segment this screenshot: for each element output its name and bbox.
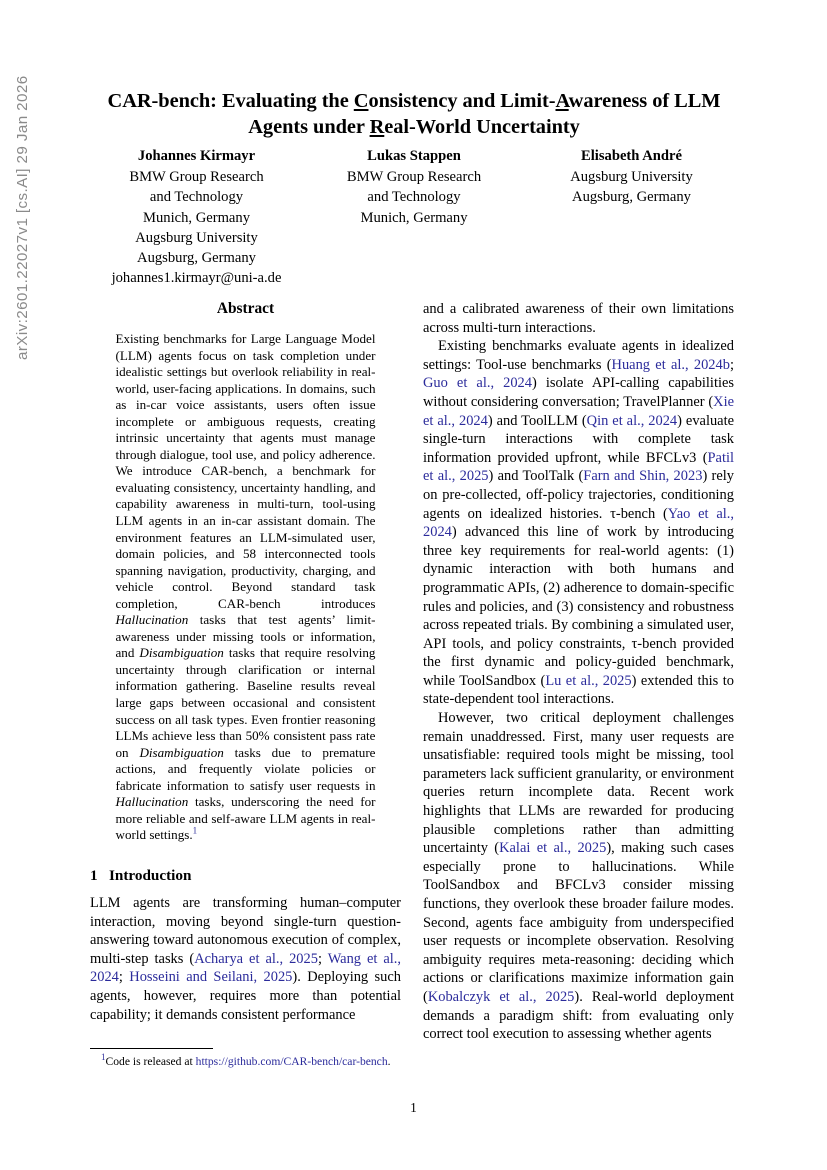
author-name: Elisabeth André — [581, 148, 682, 164]
footnote-marker-link[interactable]: 1 — [192, 826, 198, 837]
title-block — [88, 88, 740, 140]
rc-text-c: ) isolate API-calling capabilities without considering conversation; TravelPlanner ( — [423, 375, 734, 410]
rc3-text-c: ). Real-world deployment demands a paradigm shift: from evaluating only correct tool execution to assessing whether agents — [423, 988, 734, 1043]
page-number: 1 — [410, 1100, 417, 1115]
author-name: Lukas Stappen — [367, 148, 461, 164]
footnote-repo-link[interactable]: https://github.com/CAR-bench/car-bench — [195, 1055, 388, 1068]
citation-wang[interactable]: Wang et al., 2024 — [90, 950, 402, 986]
right-paragraph-2 — [423, 337, 734, 709]
title-line-1-part-c: wareness of LLM — [568, 90, 721, 112]
title-underlined-c: C — [353, 90, 369, 112]
citation-qin[interactable]: Qin et al., 2024 — [586, 412, 678, 429]
footnote-suffix: . — [387, 1055, 391, 1068]
citation-kalai[interactable]: Kalai et al., 2025 — [499, 840, 607, 857]
title-underlined-a: A — [555, 90, 569, 112]
rc-text-i: ) extended this to state-dependent tool interactions. — [423, 672, 734, 708]
citation-patil[interactable]: Patil et al., 2025 — [423, 449, 734, 485]
abstract-part-d: tasks due to premature actions, and frequently violate policies or fabricate information to satisfy user requests in — [115, 744, 376, 793]
abstract-italic-hallucination-2: Hallucination — [115, 794, 189, 810]
author-block — [88, 146, 740, 288]
abstract-text — [116, 331, 376, 844]
author-affiliation-line: Munich, Germany — [143, 209, 250, 226]
abstract-part-c: tasks that require resolving uncertainty through clarification or internal information gathering. Baseline results reveal large gaps between occasional and consistent success on all task types. Even frontier reasoning LLMs achieve less than 50% consistent pass rate on — [115, 645, 376, 760]
title-line-2-part-a: Agents under — [248, 116, 370, 138]
page-title — [88, 88, 740, 140]
rc-text-h: ) advanced this line of work by introducing three key requirements for real-world agents: (1) dynamic interaction with both humans and programmatic APIs, (2) adherence to domain-specific rules and policies, and (3) consistency and robustness across repeated trials. By combining a simulated user, API tools, and policy constraints, τ-bench provided the first dynamic and policy-guided benchmark, while ToolSandbox ( — [423, 524, 734, 689]
introduction-paragraph-1 — [90, 894, 401, 1024]
right-column — [423, 300, 734, 1044]
abstract-part-a: Existing benchmarks for Large Language Model (LLM) agents focus on task completion under idealistic settings but overlook reliability in real-world, user-facing applications. In domains, such as in-car voice assistants, users often issue incomplete or ambiguous requests, creating intrinsic uncertainty that agents must manage through dialogue, tool use, and policy adherence. We introduce CAR-bench, a benchmark for evaluating consistency, uncertainty handling, and capability awareness in multi-turn, tool-using LLM agents in an in-car assistant domain. The environment features an LLM-simulated user, domain policies, and 58 interconnected tools spanning navigation, productivity, charging, and vehicle control. Beyond standard task completion, CAR-bench introduces — [115, 331, 376, 611]
left-column — [90, 300, 401, 1024]
author-column-2 — [306, 146, 523, 288]
abstract-italic-hallucination: Hallucination — [115, 612, 189, 628]
title-line-2-part-b: eal-World Uncertainty — [384, 116, 580, 138]
citation-lu[interactable]: Lu et al., 2025 — [545, 672, 632, 689]
intro-text-a: LLM agents are transforming human–computer interaction, moving beyond single-turn question-answering toward autonomous execution of complex, multi-step tasks ( — [90, 894, 401, 967]
introduction-heading — [90, 866, 401, 885]
abstract-italic-disambiguation-2: Disambiguation — [139, 744, 224, 760]
citation-acharya[interactable]: Acharya et al., 2025 — [194, 950, 318, 967]
abstract-part-e: tasks, underscoring the need for more reliable and self-aware LLM agents in real-world settings. — [115, 794, 376, 843]
section-number: 1 — [90, 866, 98, 884]
citation-huang[interactable]: Huang et al., 2024b — [611, 356, 730, 373]
author-affiliation-line: Augsburg, Germany — [572, 189, 691, 206]
rc-text-b: ; — [729, 356, 734, 373]
author-name: Johannes Kirmayr — [137, 148, 256, 164]
footnote-number: 1 — [101, 1052, 106, 1063]
author-affiliation-line: BMW Group Research — [129, 169, 264, 186]
footnote-text — [90, 1052, 401, 1070]
citation-guo[interactable]: Guo et al., 2024 — [423, 375, 532, 392]
author-affiliation-line: Augsburg University — [135, 229, 258, 246]
right-paragraph-3 — [423, 709, 734, 1044]
citation-yao[interactable]: Yao et al., 2024 — [423, 505, 734, 541]
right-paragraph-1: and a calibrated awareness of their own limitations across multi-turn interactions. — [423, 301, 734, 336]
arxiv-identifier-stamp: arXiv:2601.22027v1 [cs.AI] 29 Jan 2026 — [14, 75, 31, 360]
author-column-1 — [88, 146, 305, 288]
intro-text-b: ; — [317, 950, 328, 967]
author-affiliation-line: and Technology — [367, 189, 461, 206]
title-line-1-part-a: CAR-bench: Evaluating the — [107, 90, 354, 112]
title-underlined-r: R — [369, 116, 385, 138]
author-column-3 — [523, 146, 740, 288]
footnote-block — [90, 1048, 401, 1070]
footnote-rule — [90, 1048, 213, 1049]
author-affiliation-line: Munich, Germany — [360, 209, 468, 226]
author-affiliation-line: BMW Group Research — [346, 169, 482, 186]
rc3-text-a: However, two critical deployment challenges remain unaddressed. First, many user requests are unsatisfiable: required tools might be missing, tool parameters lack sufficient granularity, or environment queries return incomplete data. Recent work highlights that LLMs are rewarded for producing plausible completions rather than admitting uncertainty ( — [423, 710, 734, 857]
author-affiliation-line: Augsburg, Germany — [137, 250, 256, 267]
author-affiliation-line: and Technology — [149, 189, 244, 206]
author-affiliation-line: Augsburg University — [570, 169, 693, 186]
intro-text-d: ). Deploying such agents, however, requires more than potential capability; it demands consistent performance — [90, 969, 401, 1023]
rc-text-a: Existing benchmarks evaluate agents in idealized settings: Tool-use benchmarks ( — [423, 338, 734, 373]
abstract-part-b: tasks that test agents’ limit-awareness under missing tools or information, and — [115, 612, 376, 661]
rc-text-d: ) and ToolLLM ( — [487, 412, 587, 429]
citation-xie[interactable]: Xie et al., 2024 — [423, 393, 734, 429]
rc3-text-b: ), making such cases especially prone to hallucinations. While ToolSandbox and BFCLv3 consider missing functions, they overlook these broader failure modes. Second, agents face ambiguity from underspecified user requests or incomplete observation. Resolving ambiguity requires meta-reasoning: deciding which actions or clarifications maximize information gain ( — [423, 840, 735, 1005]
abstract-italic-disambiguation: Disambiguation — [139, 645, 224, 661]
author-email: johannes1.kirmayr@uni-a.de — [111, 270, 282, 287]
rc-text-g: ) rely on pre-collected, off-policy trajectories, conditioning agents on idealized histories. τ-bench ( — [423, 468, 734, 522]
abstract-heading: Abstract — [216, 300, 275, 317]
citation-hosseini[interactable]: Hosseini and Seilani, 2025 — [129, 969, 293, 986]
citation-kobalczyk[interactable]: Kobalczyk et al., 2025 — [427, 988, 575, 1005]
rc-text-e: ) evaluate single-turn interactions with complete task information provided upfront, while BFCLv3 ( — [423, 412, 734, 466]
footnote-prefix: Code is released at — [105, 1055, 196, 1068]
section-title: Introduction — [108, 866, 192, 884]
rc-text-f: ) and ToolTalk ( — [488, 468, 584, 485]
title-line-1-part-b: onsistency and Limit- — [368, 90, 556, 112]
intro-text-c: ; — [118, 969, 130, 986]
citation-farn-shin[interactable]: Farn and Shin, 2023 — [583, 468, 703, 485]
